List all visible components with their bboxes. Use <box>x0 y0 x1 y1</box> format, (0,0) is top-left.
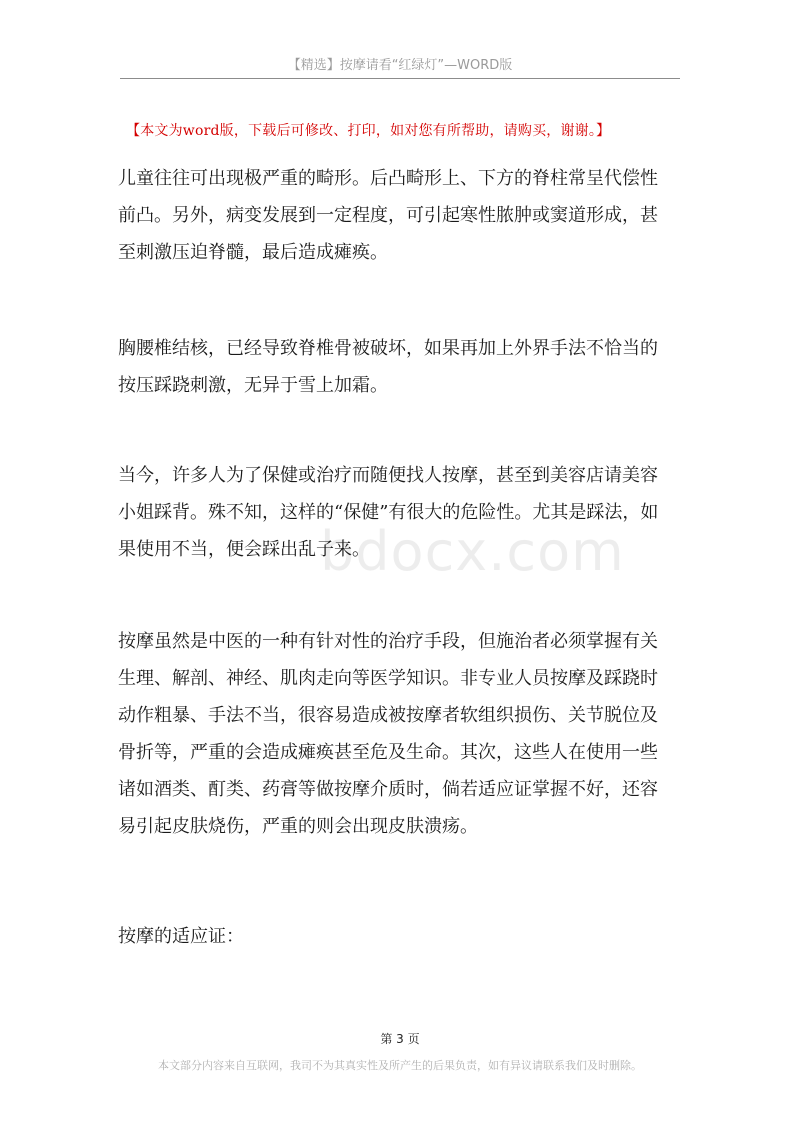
page-number: 第 3 页 <box>380 1032 420 1046</box>
page-header: 【精选】按摩请看“红绿灯”—WORD版 <box>287 58 513 73</box>
footer-disclaimer: 本文部分内容来自互联网，我司不为其真实性及所产生的后果负责，如有异议请联系我们及时删除。 <box>158 1059 642 1072</box>
purchase-notice: 【本文为word版，下载后可修改、打印，如对您有所帮助，请购买，谢谢。】 <box>126 123 611 139</box>
paragraph-5: 按摩的适应证： <box>118 926 244 947</box>
watermark: bdocx.com <box>320 520 625 583</box>
paragraph-4: 按摩虽然是中医的一种有针对性的治疗手段，但施治者必须掌握有关 生理、解剖、神经、肌肉走向等医学知识。非专业人员按摩及踩跷时 动作粗暴、手法不当，很容易造成被按摩者软组织损伤、关节脱位及 骨折等，严重的会造成瘫痪甚至危及生命。其次，这些人在使用一些 诸如酒类、酊类、药膏等做按摩介质时，倘若适应证掌握不好，还容 易引起皮肤烧伤，严重的则会出现皮肤溃疡。 <box>118 631 658 837</box>
paragraph-3: 当今，许多人为了保健或治疗而随便找人按摩，甚至到美容店请美容 小姐踩背。殊不知，这样的“保健”有很大的危险性。尤其是踩法，如 果使用不当，便会踩出乱子来。 <box>118 465 659 560</box>
paragraph-1: 儿童往往可出现极严重的畸形。后凸畸形上、下方的脊柱常呈代偿性 前凸。另外，病变发展到一定程度，可引起寒性脓肿或窦道形成，甚 至刺激压迫脊髓，最后造成瘫痪。 <box>118 168 658 263</box>
paragraph-2: 胸腰椎结核，已经导致脊椎骨被破坏，如果再加上外界手法不恰当的 按压踩跷刺激，无异于雪上加霜。 <box>118 338 658 396</box>
header-divider <box>120 78 680 79</box>
